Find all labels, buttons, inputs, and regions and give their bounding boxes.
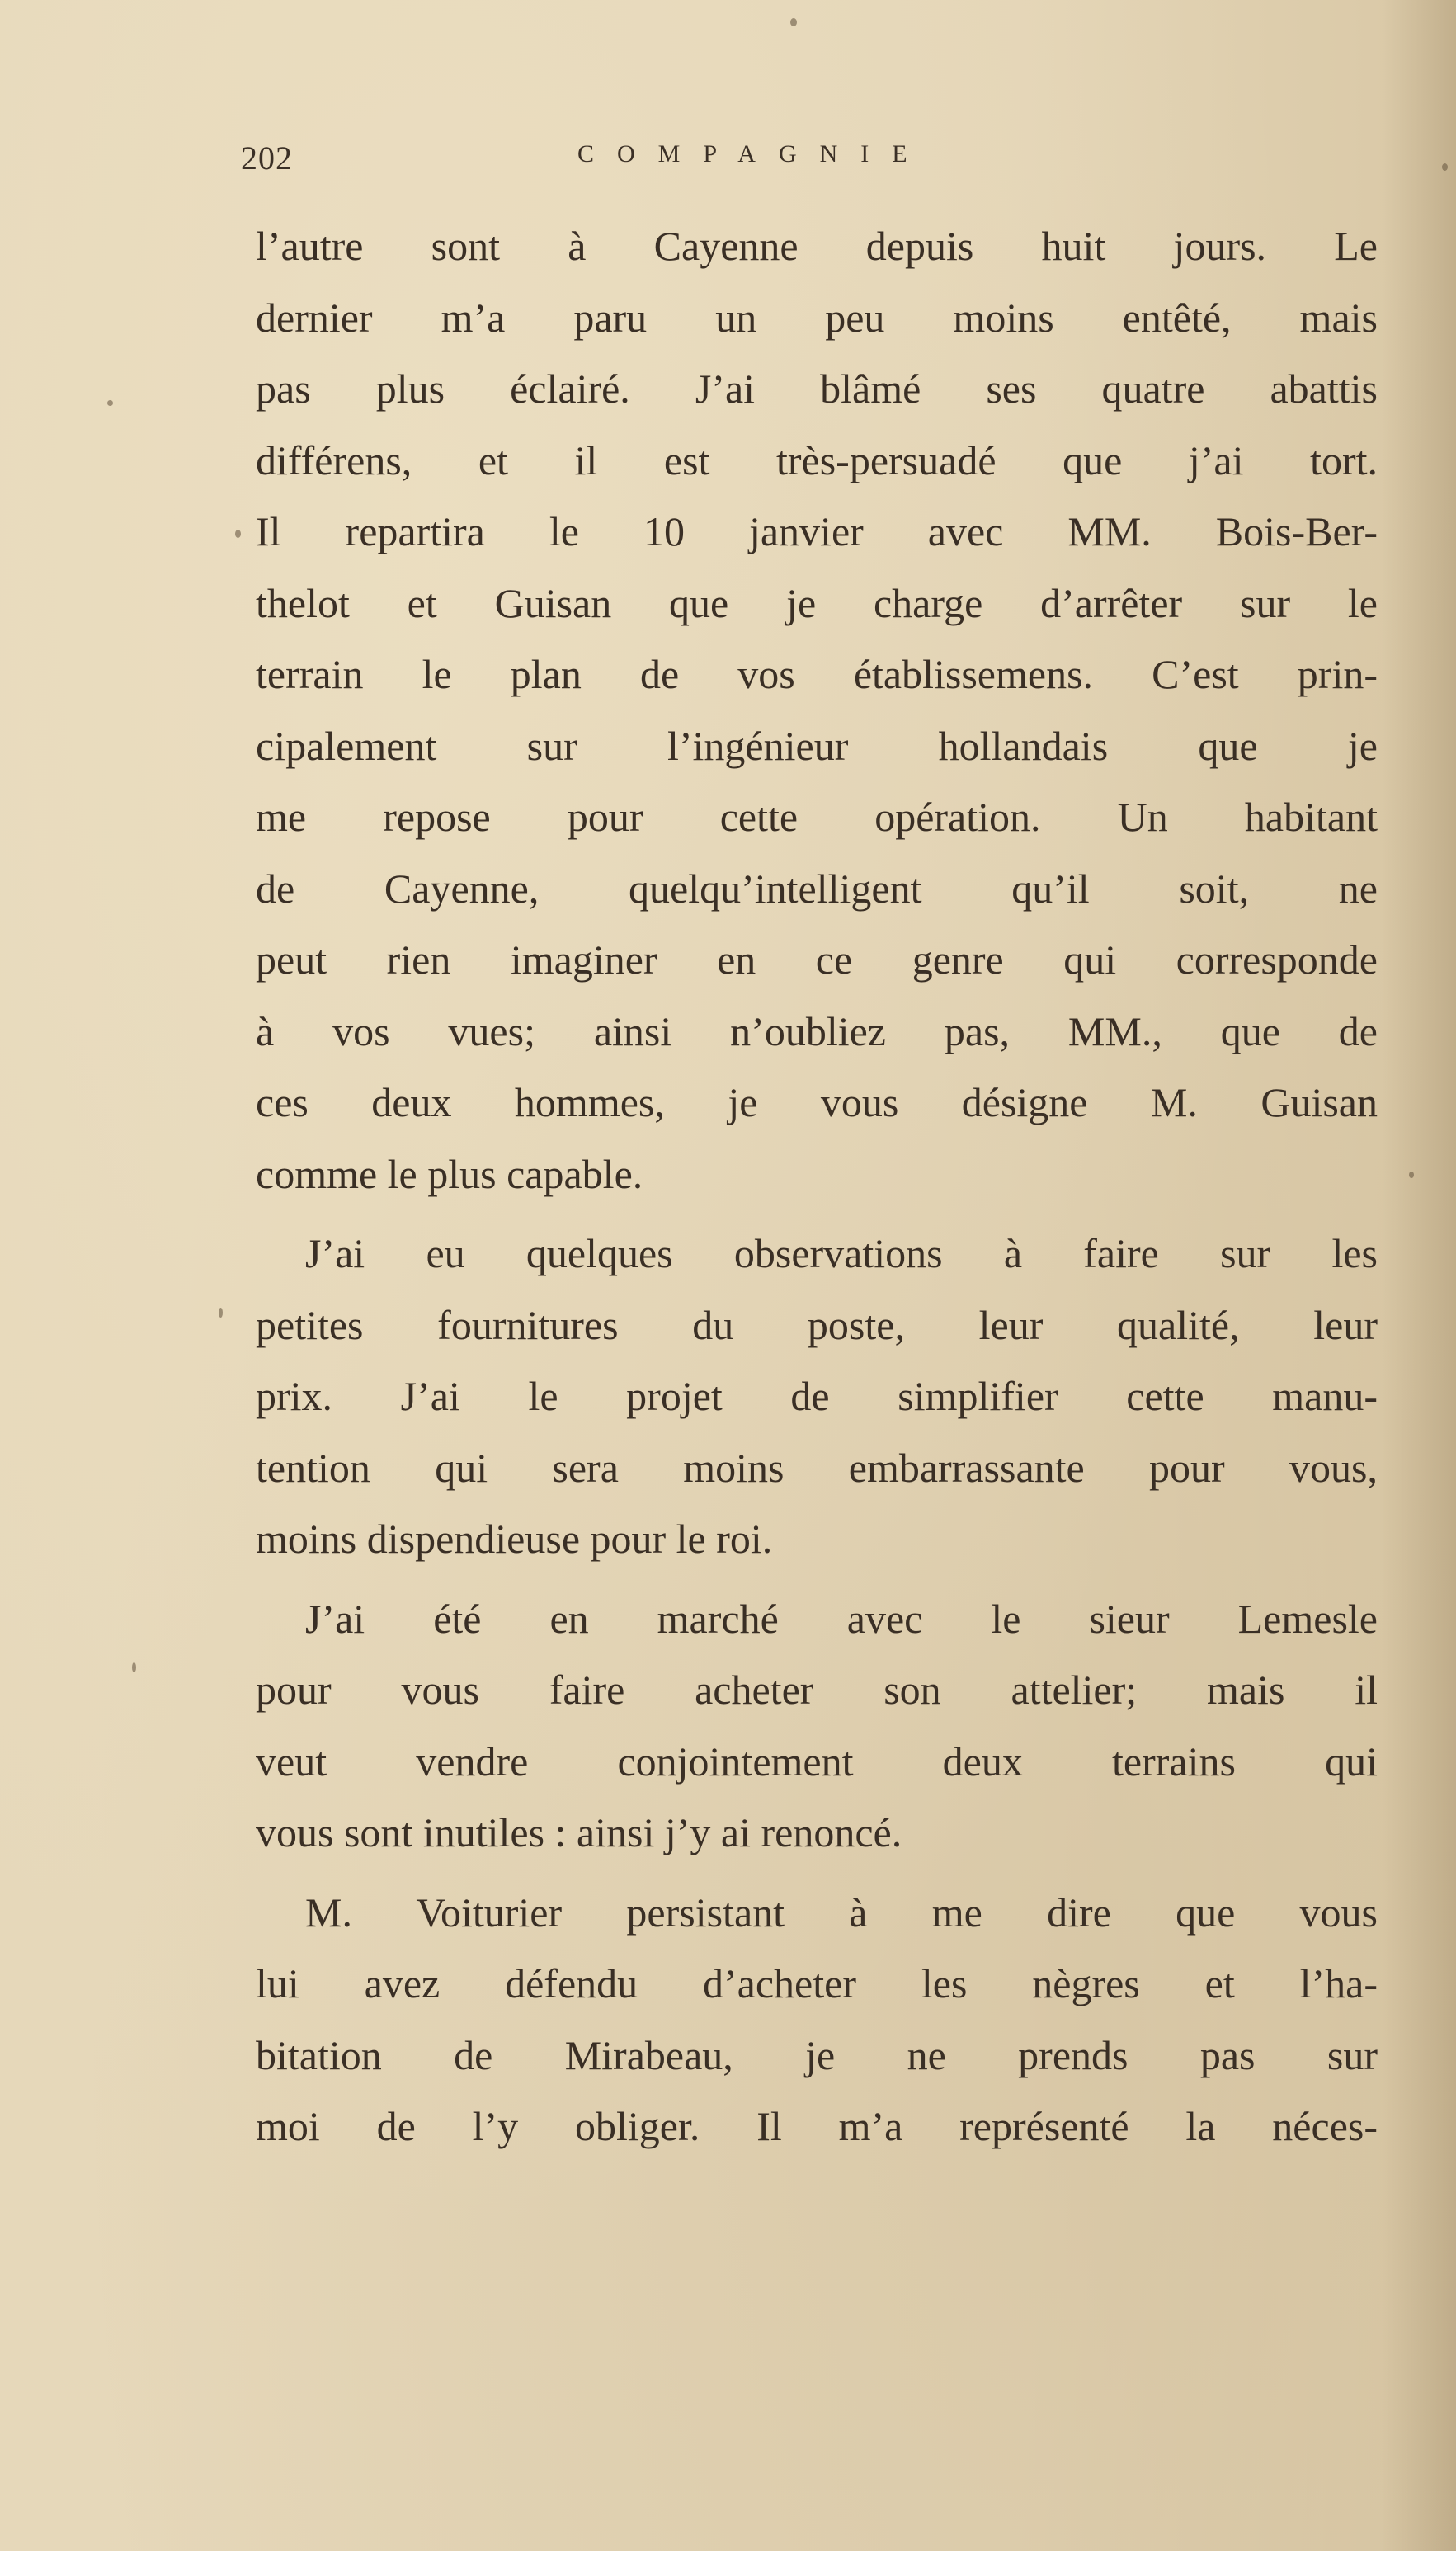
text-line: différens, et il est très-persuadé que j’ai tort.	[256, 436, 1378, 483]
text-line: lui avez défendu d’acheter les nègres et l’ha-	[256, 1960, 1378, 2006]
text-line: pour vous faire acheter son attelier; mais il	[256, 1667, 1378, 1713]
text-line: moins dispendieuse pour le roi.	[256, 1516, 773, 1562]
ink-speck	[1442, 163, 1448, 171]
paragraph-gap	[256, 1209, 1378, 1218]
text-line: veut vendre conjointement deux terrains qui	[256, 1738, 1378, 1785]
ink-speck	[1409, 1172, 1414, 1178]
page-edge-shadow	[1382, 0, 1456, 2551]
ink-speck	[790, 18, 797, 26]
text-line: moi de l’y obliger. Il m’a représenté la néces-	[256, 2103, 1378, 2149]
text-line: l’autre sont à Cayenne depuis huit jours. Le	[256, 223, 1378, 269]
text-line: Il repartira le 10 janvier avec MM. Bois-Ber-	[256, 508, 1378, 554]
text-line: J’ai été en marché avec le sieur Lemesle	[305, 1595, 1378, 1642]
text-line: terrain le plan de vos établissemens. C’est prin-	[256, 651, 1378, 697]
ink-speck	[107, 400, 113, 406]
text-line: petites fournitures du poste, leur qualité, leur	[256, 1301, 1378, 1348]
text-line: J’ai eu quelques observations à faire sur les	[305, 1230, 1378, 1276]
body-text	[256, 210, 1378, 2162]
text-line: de Cayenne, quelqu’intelligent qu’il soit, ne	[256, 865, 1378, 912]
text-line: peut rien imaginer en ce genre qui corresponde	[256, 936, 1378, 983]
text-line: pas plus éclairé. J’ai blâmé ses quatre abattis	[256, 365, 1378, 412]
ink-speck	[235, 530, 241, 538]
text-line: vous sont inutiles : ainsi j’y ai renoncé.	[256, 1809, 902, 1855]
paragraph-gap	[256, 1869, 1378, 1877]
text-line: me repose pour cette opération. Un habitant	[256, 794, 1378, 840]
text-line: à vos vues; ainsi n’oubliez pas, MM., que de	[256, 1007, 1378, 1054]
running-head: COMPAGNIE	[577, 140, 931, 167]
text-line: tention qui sera moins embarrassante pour vous,	[256, 1444, 1378, 1491]
text-line: bitation de Mirabeau, je ne prends pas sur	[256, 2031, 1378, 2078]
text-line: cipalement sur l’ingénieur hollandais que je	[256, 722, 1378, 769]
page-header	[241, 139, 1396, 196]
text-line: thelot et Guisan que je charge d’arrêter sur le	[256, 579, 1378, 626]
paragraph-gap	[256, 1575, 1378, 1583]
text-line: prix. J’ai le projet de simplifier cette manu-	[256, 1373, 1378, 1419]
text-line: dernier m’a paru un peu moins entêté, mais	[256, 294, 1378, 341]
ink-speck	[219, 1308, 223, 1318]
text-line: M. Voiturier persistant à me dire que vous	[305, 1888, 1378, 1936]
text-line: ces deux hommes, je vous désigne M. Guisan	[256, 1079, 1378, 1125]
ink-speck	[132, 1662, 136, 1672]
page-number: 202	[241, 139, 293, 177]
text-line: comme le plus capable.	[256, 1150, 643, 1197]
